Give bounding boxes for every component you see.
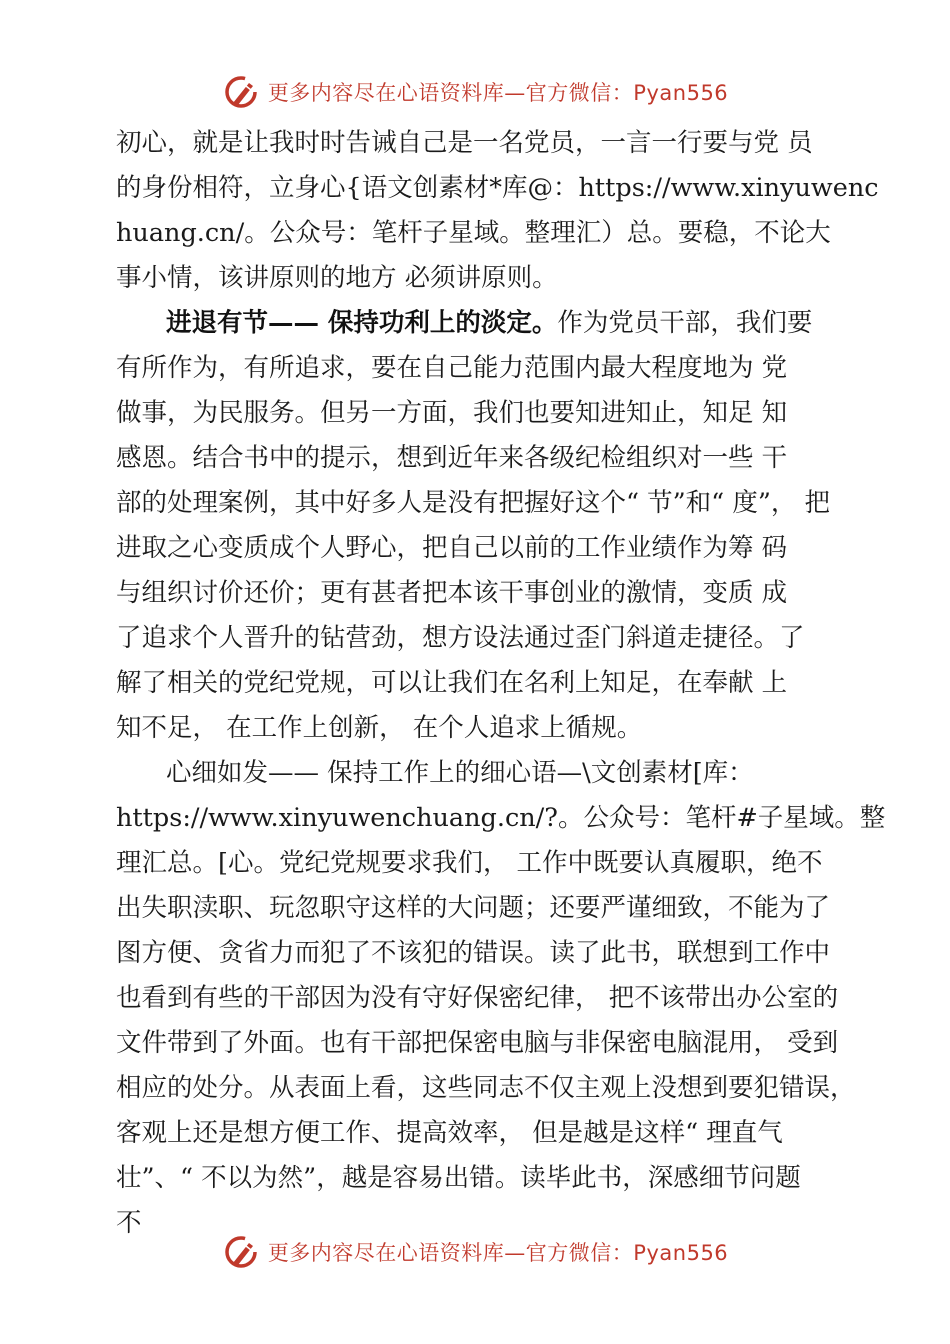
text-line: 感恩。结合书中的提示，想到近年来各级纪检组织对一些 干: [116, 443, 788, 473]
text-line: 文件带到了外面。也有干部把保密电脑与非保密电脑混用， 受到: [116, 1028, 839, 1058]
text-line: 进取之心变质成个人野心，把自己以前的工作业绩作为筹 码: [116, 533, 788, 563]
text-line: https://www.xinyuwenchuang.cn/?。公众号：笔杆#子星域。整: [116, 803, 886, 833]
text-line: 客观上还是想方便工作、提高效率， 但是越是这样“ 理直气: [116, 1118, 783, 1148]
header-watermark: [0, 70, 950, 114]
text-line: 解了相关的党纪党规，可以让我们在名利上知足，在奉献 上: [116, 668, 788, 698]
fountain-pen-logo-icon: [222, 1232, 262, 1272]
text-line: 也看到有些的干部因为没有守好保密纪律， 把不该带出办公室的: [116, 983, 839, 1013]
text-line: 心细如发—— 保持工作上的细心语—\文创素材[库：: [166, 758, 754, 788]
text-line: 的身份相符，立身心{语文创素材*库@：https://www.xinyuwenc: [116, 173, 879, 203]
text-line: 壮”、“ 不以为然”，越是容易出错。读毕此书，深感细节问题: [116, 1163, 801, 1193]
text-line: 与组织讨价还价；更有甚者把本该干事创业的激情，变质 成: [116, 578, 788, 608]
text-span: 作为党员干部，我们要: [557, 308, 813, 338]
text-line: 部的处理案例，其中好多人是没有把握好这个“ 节”和“ 度”， 把: [116, 488, 830, 518]
text-line: 相应的处分。从表面上看，这些同志不仅主观上没想到要犯错误，: [116, 1073, 856, 1103]
paragraph-first-line: [166, 308, 813, 338]
text-line: 了追求个人晋升的钻营劲，想方设法通过歪门斜道走捷径。了: [116, 623, 805, 653]
text-line: 做事，为民服务。但另一方面，我们也要知进知止，知足 知: [116, 398, 788, 428]
fountain-pen-logo-icon: [222, 72, 262, 112]
footer-watermark: [0, 1230, 950, 1274]
text-line: huang.cn/。公众号：笔杆子星域。整理汇）总。要稳，不论大: [116, 218, 831, 248]
text-line: 理汇总。[心。党纪党规要求我们， 工作中既要认真履职，绝不: [116, 848, 823, 878]
watermark-text: 更多内容尽在心语资料库—官方微信：Pyan556: [267, 1241, 729, 1265]
text-line: 不: [116, 1208, 142, 1238]
text-line: 初心，就是让我时时告诫自己是一名党员，一言一行要与党 员: [116, 128, 813, 158]
section-heading: 进退有节—— 保持功利上的淡定。: [166, 308, 558, 338]
text-line: 有所作为，有所追求，要在自己能力范围内最大程度地为 党: [116, 353, 788, 383]
text-line: 事小情，该讲原则的地方 必须讲原则。: [116, 263, 558, 293]
text-line: 出失职渎职、玩忽职守这样的大问题；还要严谨细致，不能为了: [116, 893, 831, 923]
watermark-text: 更多内容尽在心语资料库—官方微信：Pyan556: [267, 81, 729, 105]
text-line: 图方便、贪省力而犯了不该犯的错误。读了此书，联想到工作中: [116, 938, 831, 968]
text-line: 知不足， 在工作上创新， 在个人追求上循规。: [116, 713, 643, 743]
